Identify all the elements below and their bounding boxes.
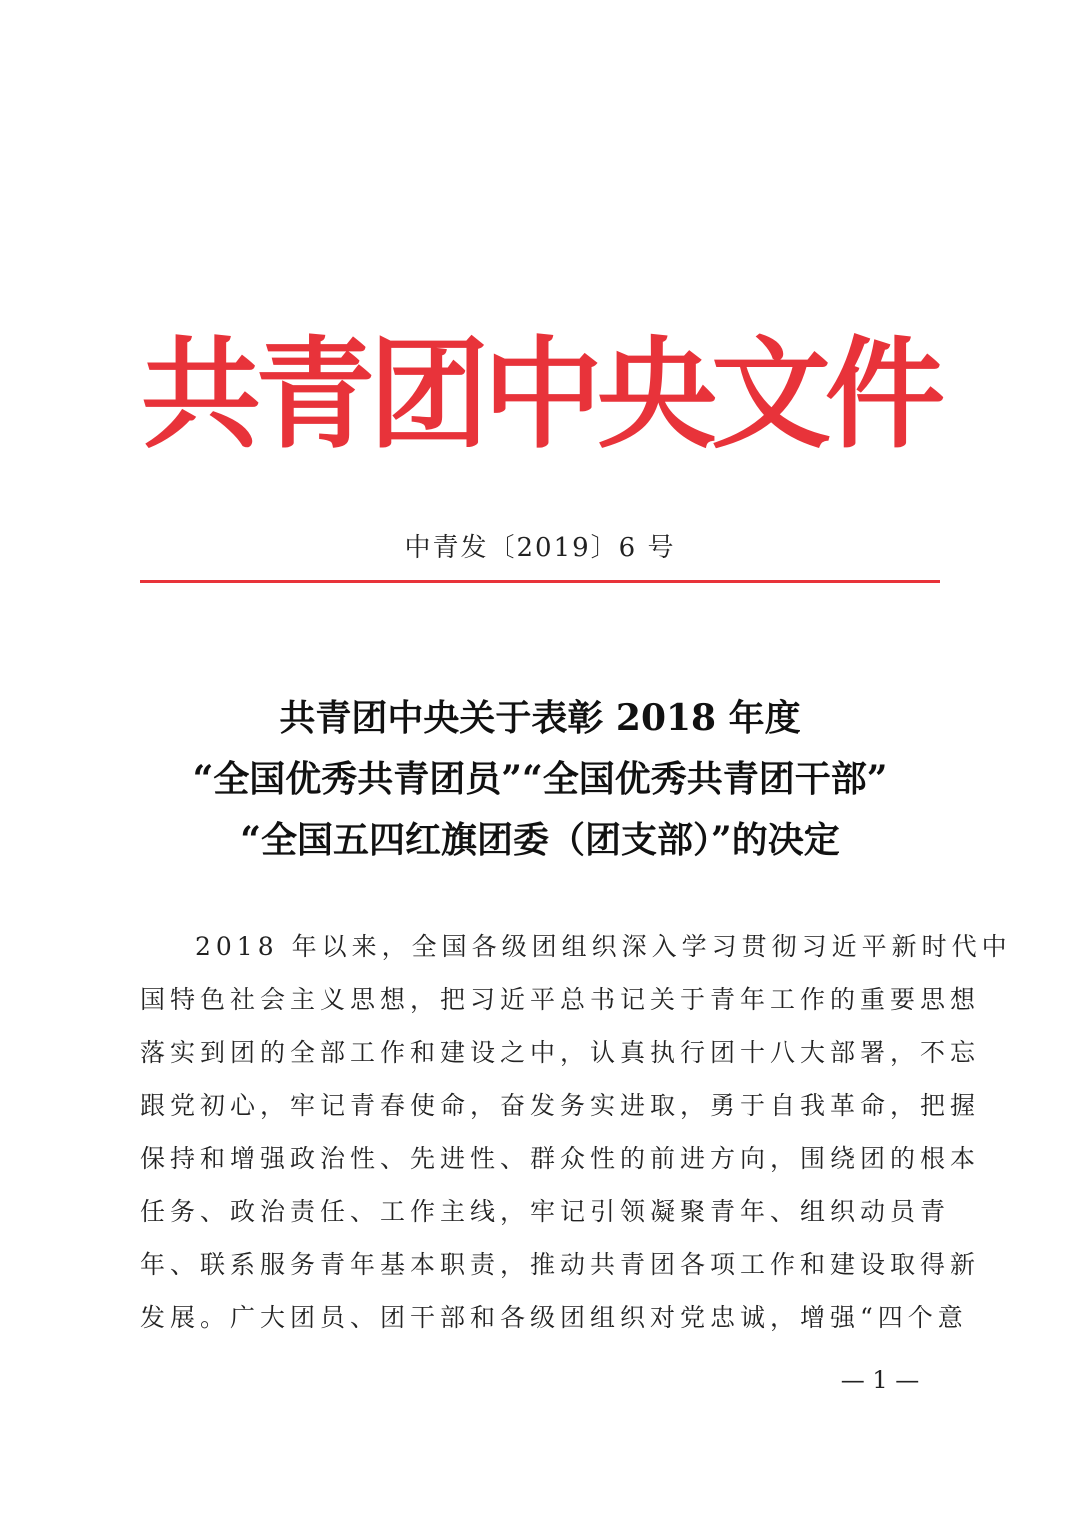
title-line-2: “全国优秀共青团员”“全国优秀共青团干部” (192, 758, 888, 800)
body-line-4: 跟党初心，牢记青春使命，奋发务实进取，勇于自我革命，把握 (140, 1091, 981, 1120)
body-line-7: 年、联系服务青年基本职责，推动共青团各项工作和建设取得新 (140, 1250, 981, 1279)
page-number: — 1 — (840, 1366, 920, 1394)
body-line-3: 落实到团的全部工作和建设之中，认真执行团十八大部署，不忘 (140, 1038, 981, 1067)
body-line-2: 国特色社会主义思想，把习近平总书记关于青年工作的重要思想 (140, 985, 981, 1014)
body-paragraph (140, 920, 1012, 1344)
body-line-1: 2018 年以来，全国各级团组织深入学习贯彻习近平新时代中 (195, 932, 1012, 961)
masthead-title: 共青团中央文件 (141, 324, 939, 465)
body-line-8: 发展。广大团员、团干部和各级团组织对党忠诚，增强“四个意 (140, 1303, 968, 1332)
red-divider-line (140, 580, 940, 583)
body-line-6: 任务、政治责任、工作主线，牢记引领凝聚青年、组织动员青 (140, 1197, 951, 1226)
document-number: 中青发〔2019〕6 号 (404, 533, 676, 563)
title-line-1: 共青团中央关于表彰 2018 年度 (279, 697, 801, 739)
body-line-5: 保持和增强政治性、先进性、群众性的前进方向，围绕团的根本 (140, 1144, 981, 1173)
document-title (100, 688, 980, 871)
title-line-3: “全国五四红旗团委（团支部）”的决定 (240, 819, 840, 861)
